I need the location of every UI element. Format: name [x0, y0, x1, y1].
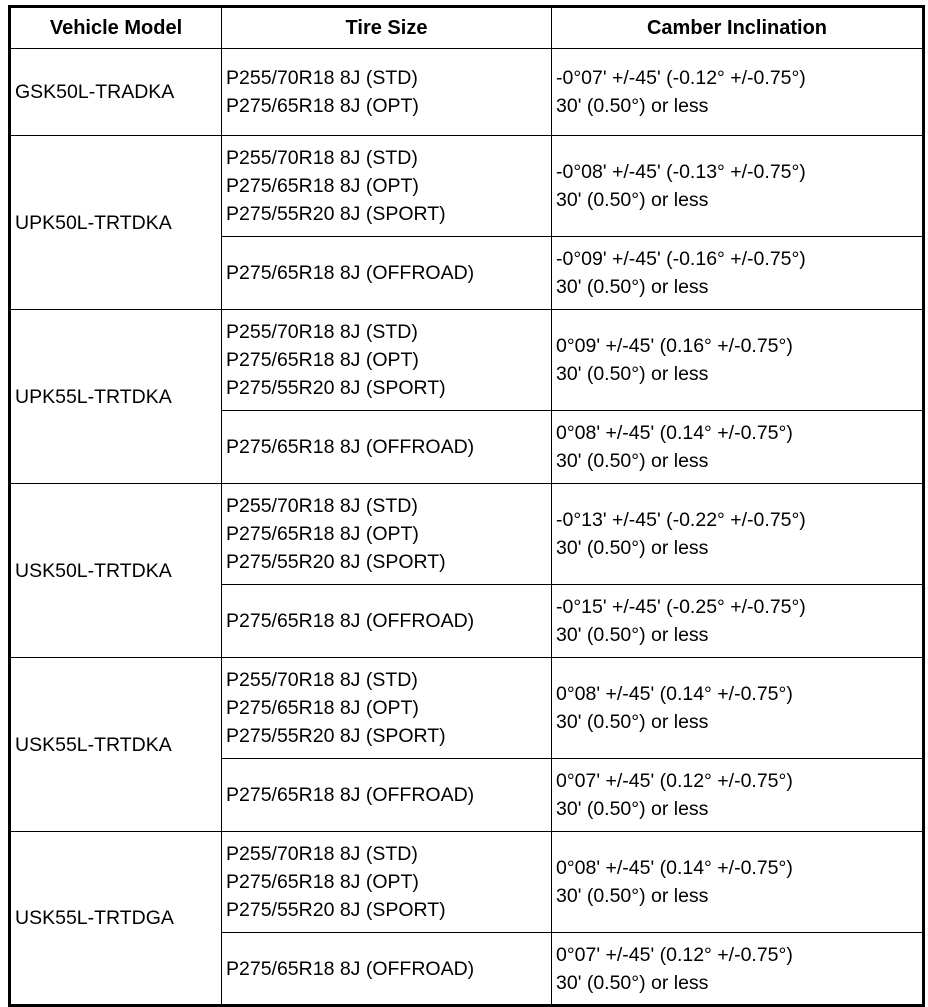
tire-size: P275/65R18 8J (OPT) [226, 697, 419, 719]
vehicle-model-cell: USK50L-TRTDKA [10, 484, 222, 658]
camber-cell [552, 237, 924, 310]
tire-size-cell [222, 49, 552, 136]
vehicle-model-cell: GSK50L-TRADKA [10, 49, 222, 136]
table-row [10, 49, 924, 136]
tire-size: P275/65R18 8J (OFFROAD) [226, 262, 475, 284]
camber-value: -0°13' +/-45' (-0.22° +/-0.75°) [556, 509, 806, 531]
tire-size: P275/65R18 8J (OFFROAD) [226, 436, 475, 458]
camber-value: 0°09' +/-45' (0.16° +/-0.75°) [556, 335, 793, 357]
tire-size-cell [222, 237, 552, 310]
vehicle-model-cell: USK55L-TRTDKA [10, 658, 222, 832]
camber-difference: 30' (0.50°) or less [556, 971, 709, 994]
vehicle-model-cell: UPK55L-TRTDKA [10, 310, 222, 484]
camber-cell [552, 484, 924, 585]
tire-size: P275/55R20 8J (SPORT) [226, 203, 446, 225]
table-row [10, 658, 924, 759]
camber-value: -0°09' +/-45' (-0.16° +/-0.75°) [556, 248, 806, 270]
tire-size-cell [222, 832, 552, 933]
tire-size: P255/70R18 8J (STD) [226, 147, 418, 169]
camber-cell [552, 933, 924, 1006]
camber-value: 0°07' +/-45' (0.12° +/-0.75°) [556, 770, 793, 792]
table-row [10, 832, 924, 933]
tire-size: P275/65R18 8J (OFFROAD) [226, 957, 475, 980]
camber-value: 0°08' +/-45' (0.14° +/-0.75°) [556, 683, 793, 705]
tire-size: P275/65R18 8J (OFFROAD) [226, 784, 475, 806]
tire-size-cell [222, 310, 552, 411]
tire-size-cell [222, 411, 552, 484]
tire-size: P255/70R18 8J (STD) [226, 669, 418, 691]
camber-difference: 30' (0.50°) or less [556, 711, 709, 733]
tire-size-cell [222, 585, 552, 658]
tire-size-cell [222, 658, 552, 759]
table-row [10, 136, 924, 237]
tire-size: P255/70R18 8J (STD) [226, 495, 418, 517]
camber-value: 0°07' +/-45' (0.12° +/-0.75°) [556, 943, 793, 966]
camber-value: 0°08' +/-45' (0.14° +/-0.75°) [556, 857, 793, 879]
tire-size: P275/65R18 8J (OPT) [226, 523, 419, 545]
table-row [10, 484, 924, 585]
camber-difference: 30' (0.50°) or less [556, 537, 709, 559]
tire-size-cell [222, 484, 552, 585]
tire-size: P255/70R18 8J (STD) [226, 67, 418, 89]
camber-value: -0°08' +/-45' (-0.13° +/-0.75°) [556, 161, 806, 183]
camber-difference: 30' (0.50°) or less [556, 798, 709, 820]
header-vehicle-model: Vehicle Model [10, 7, 222, 49]
tire-size: P275/55R20 8J (SPORT) [226, 899, 446, 921]
camber-cell [552, 136, 924, 237]
camber-difference: 30' (0.50°) or less [556, 276, 709, 298]
camber-difference: 30' (0.50°) or less [556, 95, 709, 117]
tire-size: P275/65R18 8J (OFFROAD) [226, 610, 475, 632]
camber-value: -0°07' +/-45' (-0.12° +/-0.75°) [556, 67, 806, 89]
camber-value: 0°08' +/-45' (0.14° +/-0.75°) [556, 422, 793, 444]
camber-difference: 30' (0.50°) or less [556, 624, 709, 646]
tire-size: P275/55R20 8J (SPORT) [226, 725, 446, 747]
tire-size: P255/70R18 8J (STD) [226, 321, 418, 343]
camber-cell [552, 759, 924, 832]
header-tire-size: Tire Size [222, 7, 552, 49]
vehicle-model-cell: UPK50L-TRTDKA [10, 136, 222, 310]
tire-size: P275/65R18 8J (OPT) [226, 871, 419, 893]
tire-size: P255/70R18 8J (STD) [226, 843, 418, 865]
camber-difference: 30' (0.50°) or less [556, 450, 709, 472]
camber-spec-table [8, 5, 925, 1007]
tire-size: P275/65R18 8J (OPT) [226, 95, 419, 117]
camber-value: -0°15' +/-45' (-0.25° +/-0.75°) [556, 596, 806, 618]
tire-size: P275/65R18 8J (OPT) [226, 349, 419, 371]
camber-difference: 30' (0.50°) or less [556, 885, 709, 907]
tire-size: P275/55R20 8J (SPORT) [226, 377, 446, 399]
camber-cell [552, 585, 924, 658]
tire-size-cell [222, 136, 552, 237]
camber-cell [552, 310, 924, 411]
tire-size: P275/55R20 8J (SPORT) [226, 551, 446, 573]
camber-cell [552, 832, 924, 933]
table-row [10, 310, 924, 411]
tire-size: P275/65R18 8J (OPT) [226, 175, 419, 197]
camber-cell [552, 658, 924, 759]
camber-difference: 30' (0.50°) or less [556, 363, 709, 385]
header-row [10, 7, 924, 49]
tire-size-cell [222, 759, 552, 832]
tire-size-cell [222, 933, 552, 1006]
header-camber-inclination: Camber Inclination [552, 7, 924, 49]
camber-cell [552, 411, 924, 484]
camber-cell [552, 49, 924, 136]
camber-difference: 30' (0.50°) or less [556, 189, 709, 211]
vehicle-model-cell: USK55L-TRTDGA [10, 832, 222, 1006]
